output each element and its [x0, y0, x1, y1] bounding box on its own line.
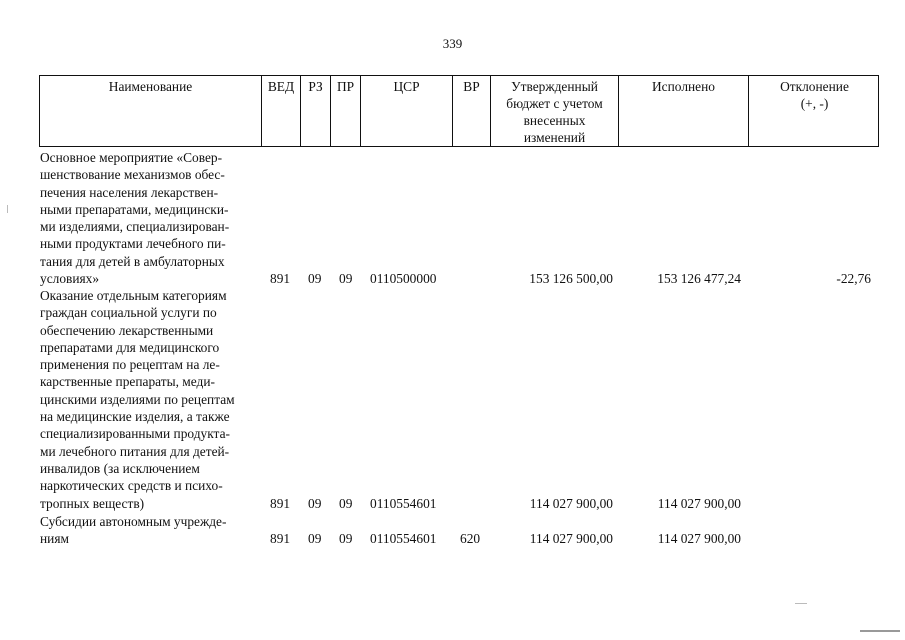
header-approved: Утвержденный бюджет с учетом внесенных изменений [490, 76, 618, 146]
row-executed: 153 126 477,24 [657, 271, 741, 286]
row-deviation: -22,76 [836, 271, 871, 286]
row-vr: 620 [460, 531, 481, 546]
scan-mark [860, 630, 900, 632]
row-executed: 114 027 900,00 [657, 531, 741, 546]
row-csr: 0110500000 [370, 271, 437, 286]
scan-mark [795, 603, 807, 604]
scan-mark [7, 205, 8, 213]
header-vr: ВР [452, 76, 490, 146]
row-approved: 153 126 500,00 [529, 271, 613, 286]
row-pr: 09 [339, 271, 353, 286]
header-deviation: Отклонение (+, -) [748, 76, 880, 146]
header-ved: ВЕД [261, 76, 300, 146]
header-rz: РЗ [300, 76, 330, 146]
row-ved: 891 [270, 271, 291, 286]
header-executed: Исполнено [618, 76, 748, 146]
row-executed: 114 027 900,00 [657, 496, 741, 511]
header-csr: ЦСР [360, 76, 452, 146]
row-pr: 09 [339, 496, 353, 511]
row-rz: 09 [308, 531, 322, 546]
header-pr: ПР [330, 76, 360, 146]
row-approved: 114 027 900,00 [529, 496, 613, 511]
row-approved: 114 027 900,00 [529, 531, 613, 546]
table-header [39, 75, 879, 147]
row-csr: 0110554601 [370, 531, 437, 546]
row-name: Субсидии автономным учрежде- ниям [40, 514, 227, 547]
page-number: 339 [442, 36, 463, 51]
header-name: Наименование [108, 79, 193, 94]
row-name: Оказание отдельным категориям граждан социальной услуги по обеспечению лекарственными препаратами для медицинского применения по рецептам на ле- карственные препараты, меди- цинскими изделиями по рецептам на медицинские изделия, а также специализированными продукта- ми лечебного питания для детей- инвалидов (за исключением наркотических средств и психо- тропных веществ) [40, 288, 235, 511]
row-rz: 09 [308, 271, 322, 286]
row-ved: 891 [270, 531, 291, 546]
row-name: Основное мероприятие «Совер- шенствование механизмов обес- печения населения лекарствен- ными препаратами, медицински- ми изделиями, специализирован- ными продуктами лечебного пи- тания для детей в амбулаторных условиях» [40, 150, 230, 287]
row-csr: 0110554601 [370, 496, 437, 511]
row-ved: 891 [270, 496, 291, 511]
row-rz: 09 [308, 496, 322, 511]
row-pr: 09 [339, 531, 353, 546]
